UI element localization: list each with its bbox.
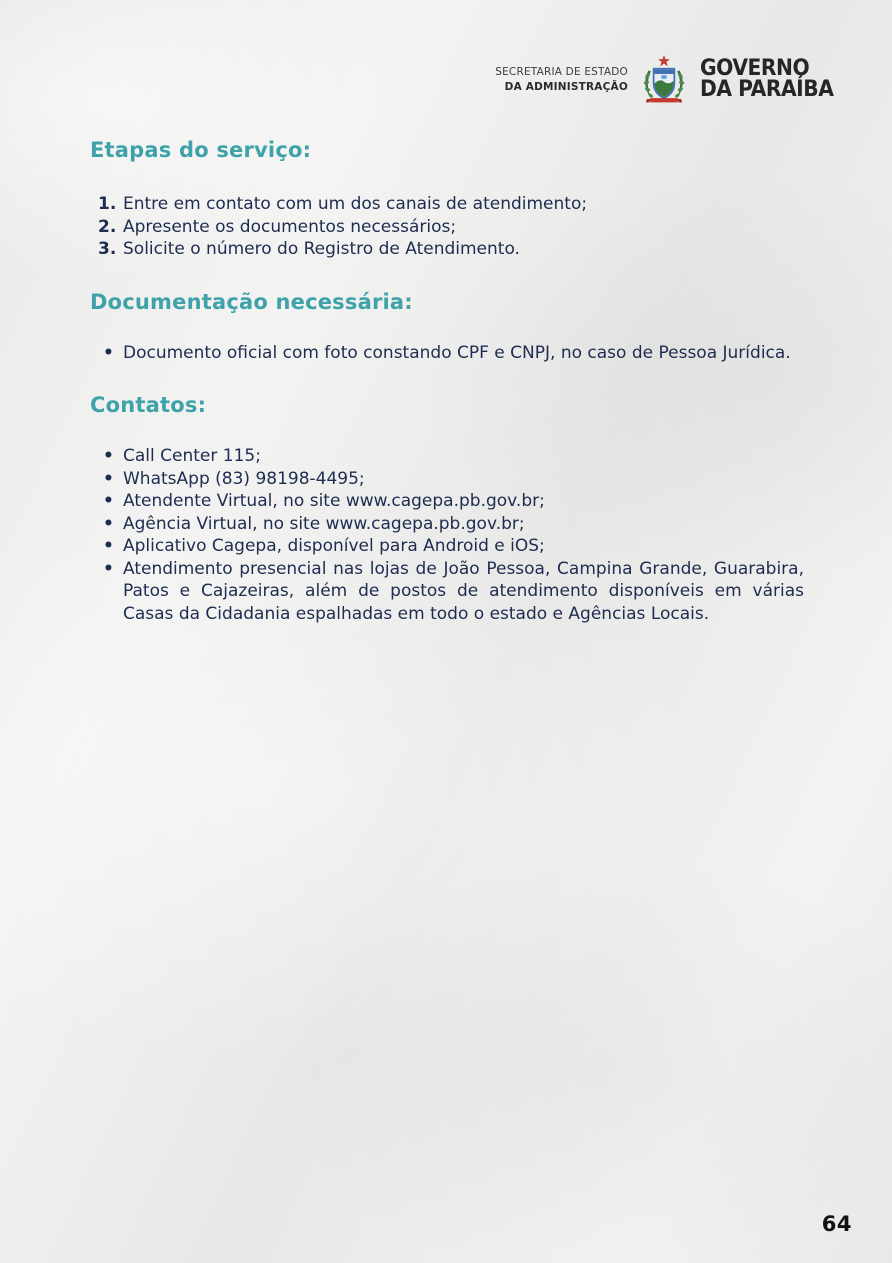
page-number: 64 bbox=[821, 1212, 852, 1236]
government-header bbox=[495, 55, 845, 105]
secretariat-label bbox=[495, 65, 628, 95]
list-item: • Atendimento presencial nas lojas de João Pessoa, Campina Grande, Guarabira, Patos e Cajazeiras, além de postos de atendimento disponíveis em várias Casas da Cidadania espalhadas em todo o estado e Agências Locais. bbox=[90, 558, 804, 626]
service-steps-list bbox=[90, 193, 804, 261]
list-item: • WhatsApp (83) 98198-4495; bbox=[90, 468, 804, 491]
list-item: Entre em contato com um dos canais de atendimento; bbox=[123, 194, 588, 214]
secretariat-line1: SECRETARIA DE ESTADO bbox=[495, 65, 628, 78]
section-title: Etapas do serviço: bbox=[90, 138, 312, 162]
list-item: Solicite o número do Registro de Atendimento. bbox=[123, 239, 520, 259]
paraiba-coat-of-arms-icon bbox=[638, 55, 690, 105]
list-item: • Atendente Virtual, no site www.cagepa.pb.gov.br; bbox=[90, 490, 804, 513]
main-content bbox=[90, 138, 804, 625]
section-title: Contatos: bbox=[90, 393, 207, 417]
government-line2: DA PARAÍBA bbox=[699, 77, 834, 102]
list-item: Apresente os documentos necessários; bbox=[123, 216, 457, 237]
government-line1: GOVERNO bbox=[699, 56, 810, 82]
section-etapas-do-servico bbox=[90, 138, 804, 261]
section-documentacao-necessaria bbox=[90, 290, 804, 365]
list-item: • Aplicativo Cagepa, disponível para Android e iOS; bbox=[90, 535, 804, 558]
list-item: • Agência Virtual, no site www.cagepa.pb.gov.br; bbox=[90, 513, 804, 536]
section-title: Documentação necessária: bbox=[90, 289, 413, 314]
government-name bbox=[699, 56, 834, 102]
section-contatos bbox=[90, 393, 804, 625]
secretariat-line2: DA ADMINISTRAÇÃO bbox=[504, 81, 628, 93]
documents-list bbox=[90, 342, 804, 365]
list-item: • Documento oficial com foto constando CPF e CNPJ, no caso de Pessoa Jurídica. bbox=[90, 342, 804, 365]
list-item: • Call Center 115; bbox=[90, 445, 804, 468]
contacts-list bbox=[90, 445, 804, 625]
